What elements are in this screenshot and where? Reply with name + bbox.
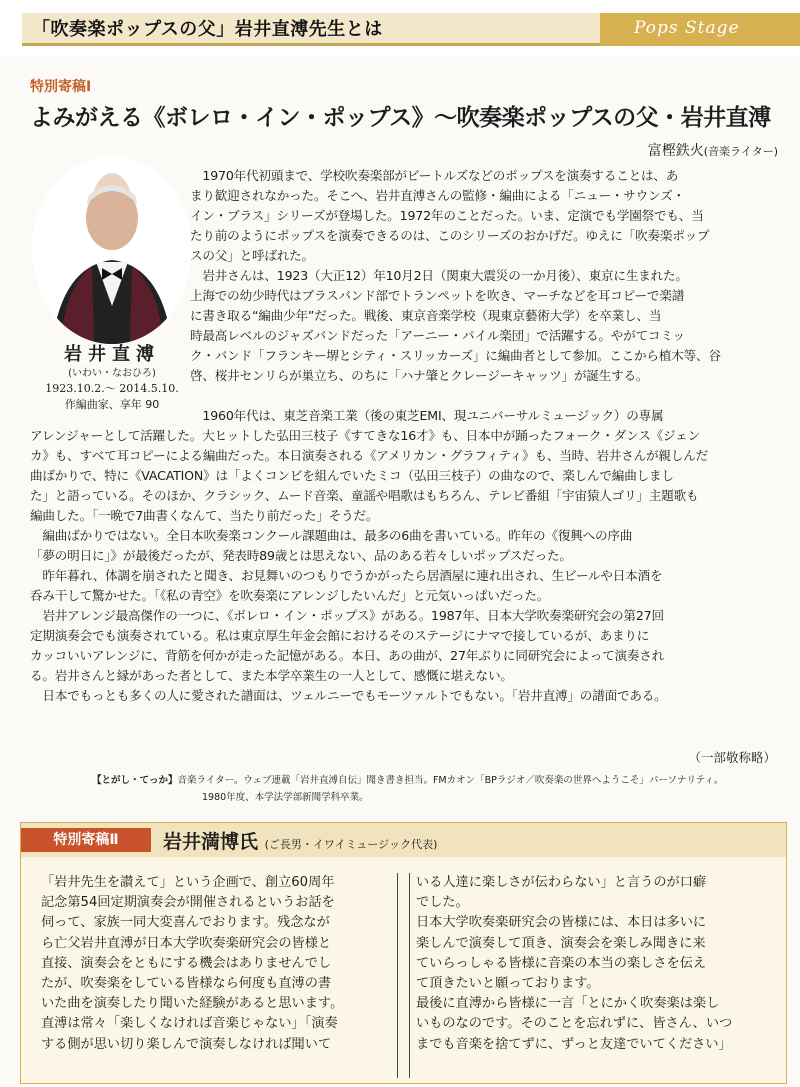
body-line: 1970年代初頭まで、学校吹奏楽部がビートルズなどのポップスを演奏することは、あ xyxy=(190,168,679,183)
portrait-photo xyxy=(32,156,192,344)
col-line: 日本大学吹奏楽研究会の皆様には、本日は多いに xyxy=(416,915,707,931)
page-header xyxy=(0,0,800,56)
article2-header xyxy=(21,823,786,857)
col-line: でした。 xyxy=(416,895,469,911)
article2-left-column xyxy=(41,873,398,1078)
body-line: アレンジャーとして活躍した。大ヒットした弘田三枝子《すてきな16才》も、日本中が踊ったフォーク・ダンス《ジェン xyxy=(30,428,700,443)
body-line: 上海での幼少時代はブラスバンド部でトランペットを吹き、マーチなどを耳コピーで楽譜 xyxy=(190,288,685,303)
article2-byline xyxy=(163,827,437,854)
col-line: 直溥は常々「楽しくなければ音楽じゃない」「演奏 xyxy=(41,1016,338,1032)
article1-author-role: (音楽ライター) xyxy=(703,145,778,158)
col-line: 伺って、家族一同大変喜んでおります。残念なが xyxy=(41,915,330,931)
col-line: ていらっしゃる皆様に音楽の本当の楽しさを伝え xyxy=(416,955,707,971)
article2-label: 特別寄稿Ⅱ xyxy=(21,828,151,852)
col-line: いものなのです。そのことを忘れずに、皆さん、いつ xyxy=(416,1016,733,1032)
body-line: 1960年代は、東芝音楽工業（後の東芝EMI、現ユニバーサルミュージック）の専属 xyxy=(190,408,664,423)
article1-label: 特別寄稿Ⅰ xyxy=(30,79,92,95)
profile-name: 岩井直溥 xyxy=(64,344,160,365)
body-line: ク・バンド「フランキー堺とシティ・スリッカーズ」に編曲者として参加。ここから植木等、谷 xyxy=(190,348,721,363)
article1-byline xyxy=(648,140,778,160)
article2-author: 岩井満博氏 xyxy=(163,831,259,853)
article1-signoff: （一部敬称略） xyxy=(688,750,776,765)
body-line: る。岩井さんと縁があった者として、また本学卒業生の一人として、感慨に堪えない。 xyxy=(30,668,513,683)
body-line: 編曲した。「一晩で7曲書くなんて、当たり前だった」そうだ。 xyxy=(30,508,379,523)
body-line: 曲ばかりで、特に《VACATION》は「よくコンビを組んでいたミコ（弘田三枝子）の曲なので、楽しんで編曲しまし xyxy=(30,468,674,483)
body-line: 昨年暮れ、体調を崩されたと聞き、お見舞いのつもりでうかがったら居酒屋に連れ出され、生ビールや日本酒を xyxy=(30,568,663,583)
body-line: たり前のようにポップスを演奏できるのは、このシリーズのおかげだ。ゆえに「吹奏楽ポップ xyxy=(190,228,710,243)
col-line: までも音楽を捨てずに、ずっと友達でいてください」 xyxy=(416,1036,732,1052)
col-line: 直接、演奏会をともにする機会はありませんでし xyxy=(41,955,332,971)
body-line: まり歓迎されなかった。そこへ、岩井直溥さんの監修・編曲による「ニュー・サウンズ・ xyxy=(190,188,685,203)
bio-line-2: 1980年度、本学法学部新聞学科卒業。 xyxy=(202,792,369,803)
body-line: た」と語っている。そのほか、クラシック、ムード音楽、童謡や唱歌はもちろん、テレビ番組「宇宙猿人ゴリ」主題歌も xyxy=(30,488,699,503)
body-line: 岩井さんは、1923（大正12）年10月2日（関東大震災の一か月後）、東京に生まれた。 xyxy=(190,268,688,283)
col-line: する側が思い切り楽しんで演奏しなければ聞いて xyxy=(41,1036,332,1052)
series-title-bar xyxy=(22,13,622,46)
body-line: 「夢の明日に」》が最後だったが、発表時89歳とは思えない、品のある若々しいポップスだった。 xyxy=(30,548,572,563)
profile-role: 作編曲家、享年 90 xyxy=(64,398,160,411)
section-tag: Pops Stage xyxy=(634,18,740,38)
body-line: カ》も、すべて耳コピーによる編曲だった。本日演奏される《アメリカン・グラフィティ》も、当時、岩井さんが親しんだ xyxy=(30,448,709,463)
profile-dates: 1923.10.2.〜 2014.5.10. xyxy=(45,382,179,395)
col-line: 最後に直溥から皆様に一言「とにかく吹奏楽は楽し xyxy=(416,996,720,1012)
portrait-figure xyxy=(32,156,192,344)
article2-author-role: (ご長男・イワイミュージック代表) xyxy=(264,838,438,851)
body-line: 岩井アレンジ最高傑作の一つに、《ボレロ・イン・ポップス》がある。1987年、日本大学吹奏楽研究会の第27回 xyxy=(30,608,664,623)
col-line: て頂きたいと願っております。 xyxy=(416,976,600,992)
col-line: たが、吹奏楽をしている皆様なら何度も直溥の書 xyxy=(41,976,332,992)
bio-text-1: 音楽ライター。ウェブ連載「岩井直溥自伝」聞き書き担当。FMカオン「BPラジオ／吹奏楽の世界へようこそ」パーソナリティ。 xyxy=(177,775,724,786)
col-line: 楽しんで演奏して頂き、演奏会を楽しみ聞きに来 xyxy=(416,935,706,951)
article1-author: 富樫鉄火 xyxy=(647,143,704,159)
body-line: に書き取る“編曲少年”だった。戦後、東京音楽学校（現東京藝術大学）を卒業し、当 xyxy=(190,308,662,323)
col-line: いた曲を演奏したり聞いた経験があると思います。 xyxy=(41,996,344,1012)
article2-box xyxy=(20,822,787,1084)
body-line: 定期演奏会でも演奏されている。私は東京厚生年金会館におけるそのステージにナマで接しているが、あまりに xyxy=(30,628,650,643)
body-line: カッコいいアレンジに、背筋を何かが走った記憶がある。本日、あの曲が、27年ぶりに同研究会によって演奏され xyxy=(30,648,665,663)
body-line: 啓、桜井センリらが巣立ち、のちに「ハナ肇とクレージーキャッツ」が誕生する。 xyxy=(190,368,649,383)
author-bio xyxy=(92,772,724,806)
col-line: ら亡父岩井直溥が日本大学吹奏楽研究会の皆様と xyxy=(41,935,332,951)
body-line: 日本でもっとも多くの人に愛された譜面は、ツェルニーでもモーツァルトでもない。「岩井直溥」の譜面である。 xyxy=(30,688,667,703)
body-line: 編曲ばかりではない。全日本吹奏楽コンクール課題曲は、最多の6曲を書いている。昨年の《復興への序曲 xyxy=(30,528,633,543)
bio-line-1 xyxy=(92,772,724,789)
series-title: 「吹奏楽ポップスの父」岩井直溥先生とは xyxy=(32,19,383,40)
col-line: 記念第54回定期演奏会が開催されるというお話を xyxy=(41,895,335,911)
body-line: スの父」と呼ばれた。 xyxy=(190,248,314,263)
col-line: いる人達に楽しさが伝わらない」と言うのが口癖 xyxy=(416,875,707,890)
bio-name: 【とがし・てっか】 xyxy=(92,775,178,786)
section-tab xyxy=(600,13,800,46)
body-line: 時最高レベルのジャズバンドだった「アーニー・パイル楽団」で活躍する。やがてコミッ xyxy=(190,328,685,343)
article1-title: よみがえる《ボレロ・イン・ポップス》〜吹奏楽ポップスの父・岩井直溥 xyxy=(30,104,771,131)
col-line: 「岩井先生を讃えて」という企画で、創立60周年 xyxy=(41,875,335,890)
article2-right-column xyxy=(409,873,776,1078)
body-line: イン・ブラス」シリーズが登場した。1972年のことだった。いま、定演でも学園祭でも、当 xyxy=(190,208,704,223)
profile-reading: (いわい・なおひろ) xyxy=(68,368,156,379)
body-line: 呑み干して驚かせた。「《私の青空》を吹奏楽にアレンジしたいんだ」と元気いっぱいだった。 xyxy=(30,588,550,603)
